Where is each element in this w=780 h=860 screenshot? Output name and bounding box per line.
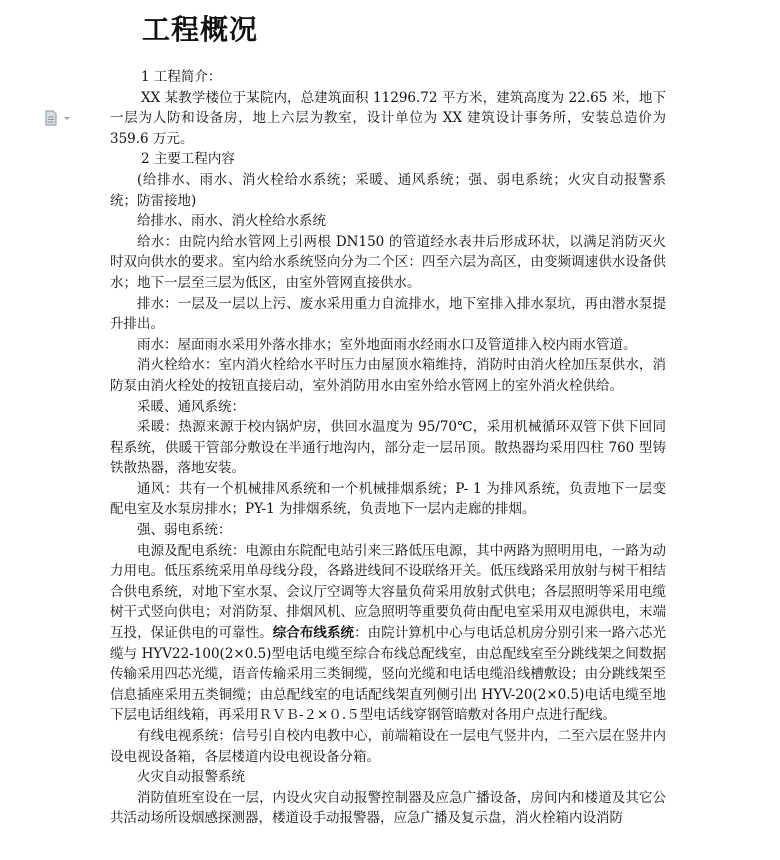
power-text-part1: 电源及配电系统：电源由东院配电站引来三路低压电源，其中两路为照明用电，一路为动力用电。低压系统采用单母线分段，各路进线间不设联络开关。低压线路采用放射与树干相结合供电系统，对地下室水泵、会议厅空调等大容量负荷采用放射式供电；各层照明等采用电缆树干式竖向供电；对消防泵、排烟风机、应急照明等重要负荷由配电室采用双电源供电，末端互投，保证供电的可靠性。: [110, 542, 666, 642]
water-heading: 给排水、雨水、消火栓给水系统: [137, 213, 326, 230]
document-options-icon[interactable]: [44, 110, 74, 126]
fire-alarm-paragraph: 消防值班室设在一层，内设火灾自动报警控制器及应急广播设备，房间内和楼道及其它公共活动场所设烟感探测器，楼道设手动报警器，应急广播及复示盘，消火栓箱内设消防: [110, 789, 666, 827]
heating-paragraph: 采暖：热源来源于校内锅炉房，供回水温度为 95/70℃，采用机械循环双管下供下回同程系统，供暖干管部分敷设在半通行地沟内，部分走一层吊顶。散热器均采用四柱 760 型铸铁散热器，落地安装。: [110, 419, 666, 477]
power-distribution-paragraph: [110, 541, 666, 726]
drainage-paragraph: 排水：一层及一层以上污、废水采用重力自流排水，地下室排入排水泵坑，再由潜水泵提升排出。: [110, 295, 666, 333]
page-title: 工程概况: [142, 13, 259, 46]
water-supply-paragraph: 给水：由院内给水管网上引两根 DN150 的管道经水表井后形成环状，以满足消防灭火时双向供水的要求。室内给水系统竖向分为二个区：四至六层为高区，由变频调速供水设备供水；地下一层至三层为低区，由室外管网直接供水。: [110, 233, 666, 291]
ventilation-paragraph: 通风：共有一个机械排风系统和一个机械排烟系统；P- 1 为排风系统，负责地下一层变配电室及水泵房排水；PY-1 为排烟系统，负责地下一层内走廊的排烟。: [110, 480, 666, 518]
hydrant-paragraph: 消火栓给水：室内消火栓给水平时压力由屋顶水箱维持，消防时由消火栓加压泵供水，消防泵由消火栓处的按钮直接启动，室外消防用水由室外给水管网上的室外消火栓供给。: [110, 357, 666, 394]
electrical-heading: 强、弱电系统：: [137, 522, 232, 539]
hvac-heading: 采暖、通风系统：: [137, 398, 245, 415]
intro-heading: 1 工程简介：: [141, 69, 222, 85]
cable-tv-paragraph: 有线电视系统：信号引自校内电教中心，前端箱设在一层电气竖井内，二至六层在竖井内设电视设备箱，各层楼道内设电视设备分箱。: [110, 728, 666, 765]
rainwater-paragraph: 雨水：屋面雨水采用外落水排水；室外地面雨水经雨水口及管道排入校内雨水管道。: [137, 336, 637, 353]
main-heading: 2 主要工程内容: [141, 151, 235, 168]
fire-alarm-heading: 火灾自动报警系统: [137, 769, 245, 786]
power-text-part2: ：由院计算机中心与电话总机房分别引来一路六芯光缆与 HYV22-100(2×0.5)型电话电缆至综合布线总配线室，由总配线室至分跳线架之间数据传输采用四芯光缆，语音传输采用三类铜缆，竖向光缆和电话电缆沿线槽敷设；由分跳线架至信息插座采用五类铜缆；由总配线室的电话配线架直列侧引出 HYV-20(2×0.5)电话电缆至地下层电话组线箱，再采用ＲＶＢ-２×０.５型电话线穿钢管暗敷对各用户点进行配线。: [110, 625, 666, 724]
cabling-system-label: 综合布线系统: [272, 625, 355, 642]
main-scope: (给排水、雨水、消火栓给水系统；采暖、通风系统；强、弱电系统；火灾自动报警系统；防雷接地): [110, 171, 666, 209]
document-options-glyph: [44, 110, 74, 126]
document-body: [110, 67, 666, 829]
intro-text: XX 某教学楼位于某院内，总建筑面积 11296.72 平方米，建筑高度为 22.65 米，地下一层为人防和设备房，地上六层为教室，设计单位为 XX 建筑设计事务所，安装总造价为 359.6 万元。: [110, 89, 666, 147]
